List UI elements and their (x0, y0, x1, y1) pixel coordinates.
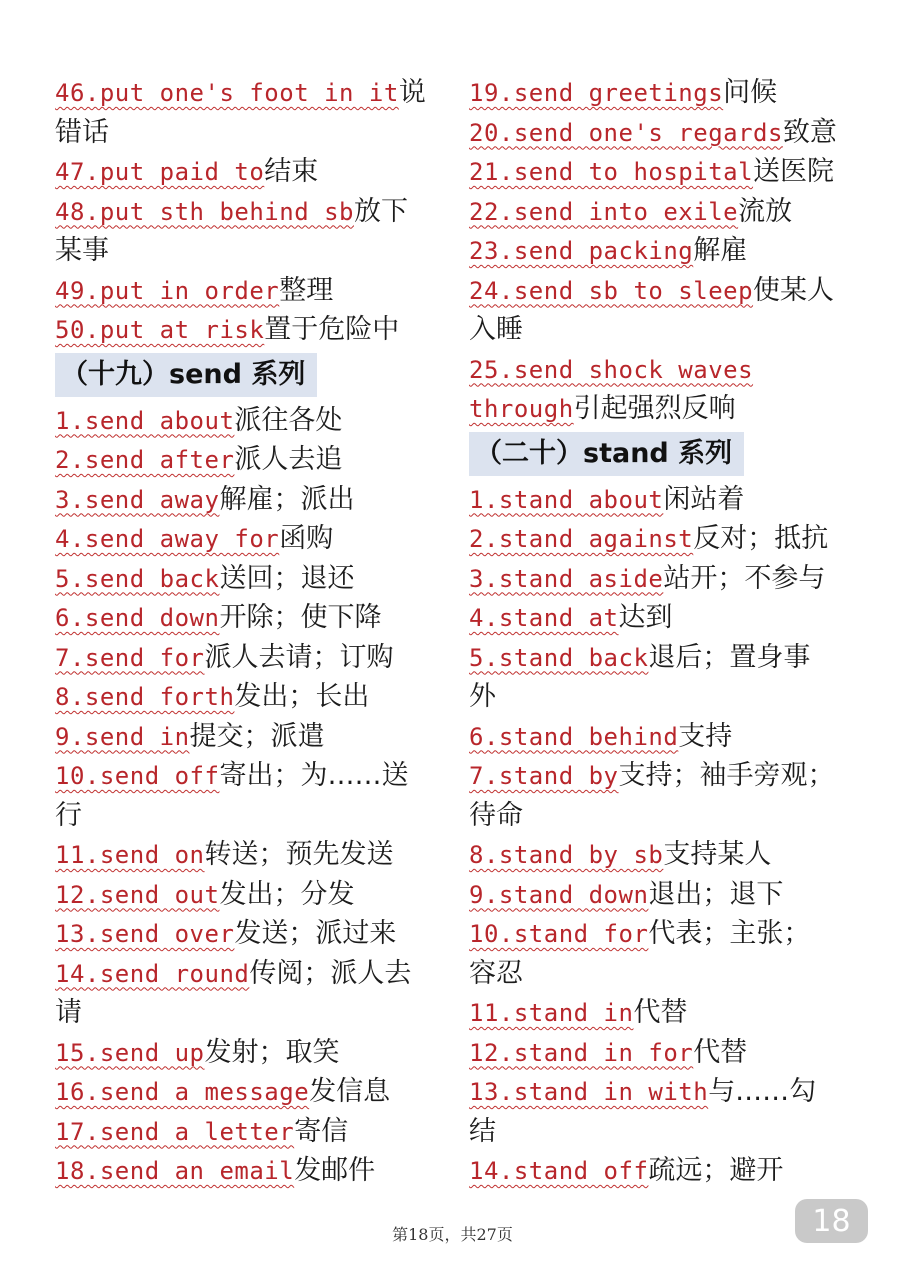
phrase-english: 2.send after (55, 446, 235, 474)
phrase-entry (55, 152, 445, 192)
phrase-entry (55, 677, 445, 717)
phrase-english: 8.send forth (55, 683, 235, 711)
left-top-list (55, 73, 445, 350)
phrase-entry (55, 73, 445, 113)
left-bottom-list (55, 401, 445, 1191)
phrase-entry (469, 993, 864, 1033)
phrase-english: 4.send away for (55, 525, 280, 553)
section-header-row (469, 429, 864, 480)
phrase-chinese: 放下 (353, 195, 408, 227)
phrase-entry (55, 559, 445, 599)
phrase-english: 9.stand down (469, 880, 649, 909)
phrase-chinese: 流放 (738, 195, 793, 227)
right-bottom-list (469, 480, 864, 1191)
phrase-english: 5.stand back (469, 643, 649, 672)
phrase-english: 14.send round (55, 959, 250, 988)
right-column (469, 73, 864, 1191)
phrase-english: 2.stand against (469, 525, 694, 553)
phrase-chinese: 发信息 (309, 1076, 391, 1107)
phrase-entry (55, 271, 445, 311)
phrase-entry (469, 231, 864, 271)
phrase-chinese: 站开；不参与 (663, 562, 826, 594)
phrase-entry (469, 796, 864, 836)
phrase-entry (55, 598, 445, 638)
phrase-entry (469, 1072, 864, 1112)
phrase-entry (469, 1033, 864, 1073)
phrase-english: 49.put in order (55, 276, 280, 305)
phrase-english: 1.stand about (469, 485, 664, 514)
phrase-chinese: 提交；派遣 (189, 720, 325, 752)
phrase-entry (55, 113, 445, 153)
phrase-chinese: 转送；预先发送 (204, 839, 394, 870)
phrase-chinese: 说 (398, 77, 426, 108)
phrase-entry (55, 914, 445, 954)
phrase-chinese: 退出；退下 (648, 878, 784, 910)
phrase-chinese: 支持；袖手旁观； (618, 760, 835, 791)
phrase-chinese: 与……勾 (708, 1076, 817, 1107)
phrase-entry (469, 559, 864, 599)
phrase-english: 17.send a letter (55, 1117, 295, 1146)
phrase-english: 8.stand by sb (469, 841, 664, 869)
phrase-chinese: 传阅；派人去 (249, 957, 412, 989)
phrase-entry (55, 231, 445, 271)
phrase-chinese: 解雇 (693, 235, 748, 266)
phrase-chinese: 待命 (469, 799, 523, 831)
phrase-entry (469, 756, 864, 796)
phrase-chinese: 寄出；为……送 (219, 760, 409, 791)
phrase-entry (55, 519, 445, 559)
phrase-english: 16.send a message (55, 1078, 310, 1106)
phrase-chinese: 开除；使下降 (219, 602, 382, 633)
phrase-english: 19.send greetings (469, 79, 724, 107)
phrase-chinese: 代替 (693, 1036, 748, 1068)
phrase-entry (55, 480, 445, 520)
phrase-entry (55, 1033, 445, 1073)
phrase-english: 7.stand by (469, 762, 619, 790)
phrase-chinese: 问候 (723, 77, 778, 108)
phrase-english: 6.stand behind (469, 722, 679, 751)
phrase-chinese: 反对；抵抗 (693, 523, 829, 554)
phrase-english: 22.send into exile (469, 197, 739, 226)
section-header-send: （十九）send 系列 (55, 353, 317, 397)
phrase-english: 9.send in (55, 722, 190, 751)
phrase-chinese: 达到 (618, 602, 673, 633)
section-header-row (55, 350, 445, 401)
phrase-entry (469, 598, 864, 638)
phrase-english: 50.put at risk (55, 316, 265, 344)
phrase-english: 13.stand in with (469, 1078, 709, 1106)
phrase-entry (55, 835, 445, 875)
phrase-entry (55, 401, 445, 441)
phrase-entry (55, 310, 445, 350)
phrase-entry (469, 152, 864, 192)
phrase-english: 25.send shock waves (469, 355, 754, 384)
phrase-entry (469, 113, 864, 153)
phrase-entry (55, 993, 445, 1033)
phrase-chinese: 整理 (279, 274, 334, 306)
phrase-english: 11.stand in (469, 999, 634, 1027)
phrase-english: 12.send out (55, 880, 220, 909)
phrase-chinese: 退后；置身事 (648, 641, 811, 673)
phrase-entry (55, 756, 445, 796)
phrase-english: 21.send to hospital (469, 158, 754, 186)
phrase-entry (469, 480, 864, 520)
phrase-chinese: 发射；取笑 (204, 1036, 340, 1068)
phrase-entry (55, 875, 445, 915)
phrase-chinese: 支持某人 (663, 839, 772, 870)
phrase-chinese: 送医院 (753, 156, 835, 187)
phrase-chinese: 置于危险中 (264, 314, 400, 345)
phrase-chinese: 闲站着 (663, 483, 745, 515)
phrase-english: 24.send sb to sleep (469, 276, 754, 305)
phrase-entry (55, 192, 445, 232)
phrase-english: 1.send about (55, 406, 235, 435)
phrase-chinese: 派人去追 (234, 444, 343, 475)
phrase-english: 12.stand in for (469, 1038, 694, 1067)
left-column (55, 73, 445, 1191)
phrase-english: 3.send away (55, 485, 220, 514)
phrase-chinese: 外 (469, 681, 496, 712)
phrase-entry (469, 638, 864, 678)
phrase-chinese: 送回；退还 (219, 562, 355, 594)
phrase-chinese: 函购 (279, 523, 334, 554)
phrase-entry (469, 835, 864, 875)
phrase-entry (469, 310, 864, 350)
phrase-chinese: 疏远；避开 (648, 1155, 784, 1186)
phrase-chinese: 容忍 (469, 957, 523, 989)
phrase-chinese: 致意 (782, 116, 837, 148)
phrase-chinese: 发邮件 (294, 1155, 376, 1186)
phrase-english: 4.stand at (469, 604, 619, 632)
phrase-chinese: 发出；长出 (234, 681, 370, 712)
page-number-badge: 18 (795, 1199, 868, 1243)
phrase-english: through (469, 395, 574, 423)
phrase-entry (469, 717, 864, 757)
phrase-english: 46.put one's foot in it (55, 79, 399, 107)
phrase-chinese: 发出；分发 (219, 878, 355, 910)
phrase-entry (469, 73, 864, 113)
phrase-chinese: 支持 (678, 720, 733, 752)
phrase-entry (55, 717, 445, 757)
phrase-chinese: 结束 (264, 156, 319, 187)
phrase-entry (55, 440, 445, 480)
phrase-english: 3.stand aside (469, 564, 664, 593)
phrase-chinese: 寄信 (294, 1115, 349, 1147)
phrase-entry (469, 519, 864, 559)
phrase-entry (55, 954, 445, 994)
phrase-chinese: 使某人 (753, 274, 835, 306)
phrase-entry (469, 875, 864, 915)
phrase-english: 14.stand off (469, 1157, 649, 1185)
right-top-list (469, 73, 864, 429)
phrase-entry (55, 1151, 445, 1191)
phrase-chinese: 结 (469, 1115, 496, 1147)
phrase-english: 47.put paid to (55, 158, 265, 186)
phrase-english: 23.send packing (469, 237, 694, 265)
phrase-entry (469, 192, 864, 232)
phrase-entry (469, 350, 864, 390)
phrase-english: 18.send an email (55, 1157, 295, 1185)
phrase-chinese: 派往各处 (234, 404, 343, 436)
phrase-chinese: 解雇；派出 (219, 483, 355, 515)
phrase-english: 13.send over (55, 920, 235, 948)
phrase-entry (55, 1112, 445, 1152)
phrase-chinese: 引起强烈反响 (573, 393, 736, 424)
phrase-chinese: 入睡 (469, 314, 523, 345)
phrase-chinese: 代表；主张； (648, 918, 811, 949)
phrase-entry (55, 1072, 445, 1112)
phrase-entry (469, 677, 864, 717)
phrase-entry (469, 389, 864, 429)
page-footer: 第18页，共27页 (392, 1225, 513, 1244)
phrase-entry (469, 914, 864, 954)
section-header-stand: （二十）stand 系列 (469, 432, 744, 476)
phrase-english: 15.send up (55, 1038, 205, 1067)
phrase-english: 10.send off (55, 762, 220, 790)
phrase-chinese: 代替 (633, 997, 688, 1028)
phrase-chinese: 行 (55, 799, 82, 831)
phrase-english: 7.send for (55, 643, 205, 672)
phrase-chinese: 派人去请；订购 (204, 641, 394, 673)
phrase-english: 6.send down (55, 604, 220, 632)
phrase-english: 5.send back (55, 564, 220, 593)
phrase-english: 48.put sth behind sb (55, 197, 354, 226)
phrase-entry (55, 638, 445, 678)
phrase-chinese: 发送；派过来 (234, 918, 397, 949)
phrase-entry (469, 271, 864, 311)
phrase-chinese: 某事 (55, 235, 109, 266)
phrase-entry (55, 796, 445, 836)
phrase-english: 20.send one's regards (469, 118, 783, 147)
phrase-chinese: 错话 (55, 116, 109, 148)
phrase-chinese: 请 (55, 997, 82, 1028)
phrase-english: 11.send on (55, 841, 205, 869)
phrase-entry (469, 1112, 864, 1152)
phrase-entry (469, 1151, 864, 1191)
phrase-english: 10.stand for (469, 920, 649, 948)
phrase-entry (469, 954, 864, 994)
